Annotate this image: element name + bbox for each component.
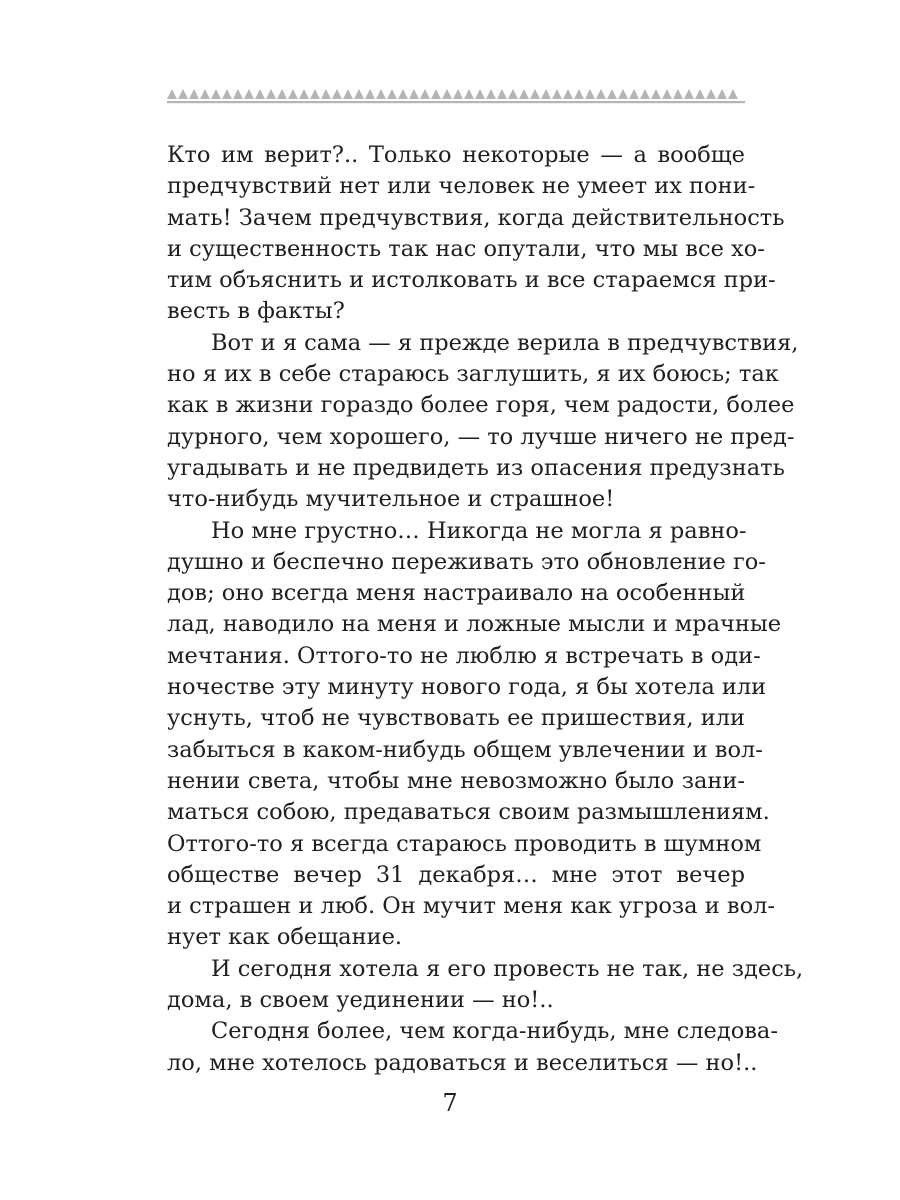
ornament-triangle [673, 89, 683, 99]
ornament-triangle [717, 89, 727, 99]
text-line: мечтания. Оттого-то не люблю я встречать в оди- [167, 642, 761, 669]
ornament-triangle [387, 89, 397, 99]
ornament-triangle [651, 89, 661, 99]
ornament-triangle [728, 89, 738, 99]
ornament-triangle [211, 89, 221, 99]
text-line: лад, наводило на меня и ложные мысли и мрачные [167, 611, 782, 638]
ornament-triangle [574, 89, 584, 99]
ornament-triangle [343, 89, 353, 99]
text-line: обществе вечер 31 декабря… мне этот вечер [167, 861, 745, 888]
ornament-triangle [486, 89, 496, 99]
text-line: Но мне грустно… Никогда не могла я равно- [211, 517, 747, 544]
ornament-triangle [530, 89, 540, 99]
ornament-triangle [475, 89, 485, 99]
text-block [167, 140, 804, 1079]
text-line: дома, в своем уединении — но!.. [167, 987, 554, 1014]
text-line: нует как обещание. [167, 924, 403, 951]
ornament-triangle [662, 89, 672, 99]
text-line: Вот и я сама — я прежде верила в предчувствия, [211, 329, 799, 356]
text-line: ло, мне хотелось радоваться и веселиться — но!.. [167, 1049, 758, 1076]
ornament-triangle [684, 89, 694, 99]
text-line: уснуть, чтоб не чувствовать ее пришествия, или [167, 705, 745, 732]
ornament-triangle [552, 89, 562, 99]
text-line: угадывать и не предвидеть из опасения предузнать [167, 454, 785, 481]
ornament-triangle [442, 89, 452, 99]
ornament-triangle [365, 89, 375, 99]
header-rule [167, 101, 745, 103]
text-line: предчувствий нет или человек не умеет их пони- [167, 173, 756, 200]
text-line: И сегодня хотела я его провесть не так, не здесь, [211, 955, 804, 982]
text-line: но я их в себе стараюсь заглушить, я их боюсь; так [167, 361, 779, 388]
triangle-border-icon [167, 89, 738, 99]
text-line: и существенность так нас опутали, что мы все хо- [167, 235, 765, 262]
ornament-triangle [398, 89, 408, 99]
ornament-triangle [288, 89, 298, 99]
ornament-triangle [420, 89, 430, 99]
text-line: тим объяснить и истолковать и все стараемся при- [167, 267, 776, 294]
ornament-triangle [640, 89, 650, 99]
ornament-triangle [266, 89, 276, 99]
ornament-triangle [310, 89, 320, 99]
ornament-triangle [453, 89, 463, 99]
text-line: весть в факты? [167, 298, 345, 325]
text-line: и страшен и люб. Он мучит меня как угроза и вол- [167, 893, 776, 920]
ornament-triangle [706, 89, 716, 99]
ornament-triangle [431, 89, 441, 99]
ornament-triangle [585, 89, 595, 99]
text-line: нении света, чтобы мне невозможно было зани- [167, 767, 745, 794]
ornament-triangle [255, 89, 265, 99]
text-line: забыться в каком-нибудь общем увлечении и вол- [167, 736, 763, 763]
text-line: дов; оно всегда меня настраивало на особенный [167, 580, 746, 607]
text-line: маться собою, предаваться своим размышлениям. [167, 799, 770, 826]
text-line: что-нибудь мучительное и страшное! [167, 486, 615, 513]
ornament-triangle [189, 89, 199, 99]
ornament-triangle [519, 89, 529, 99]
ornament-triangle [244, 89, 254, 99]
ornament-triangle [596, 89, 606, 99]
ornament-triangle [695, 89, 705, 99]
text-line: дурного, чем хорошего, — то лучше ничего не пред- [167, 423, 795, 450]
ornament-triangle [167, 89, 177, 99]
text-line: душно и беспечно переживать это обновление го- [167, 548, 766, 575]
ornament-triangle [277, 89, 287, 99]
ornament-triangle [178, 89, 188, 99]
ornament-triangle [607, 89, 617, 99]
ornament-triangle [563, 89, 573, 99]
ornament-triangle [299, 89, 309, 99]
ornament-triangle [541, 89, 551, 99]
text-line: Сегодня более, чем когда-нибудь, мне следова- [211, 1018, 778, 1045]
ornament-triangle [618, 89, 628, 99]
text-line: как в жизни гораздо более горя, чем радости, более [167, 392, 795, 419]
page-number: 7 [442, 1089, 458, 1117]
ornament-triangle [354, 89, 364, 99]
text-line: Кто им верит?.. Только некоторые — а вообще [167, 142, 745, 168]
ornament-triangle [409, 89, 419, 99]
ornament-triangle [200, 89, 210, 99]
ornament-triangle [222, 89, 232, 99]
header-ornament [167, 84, 745, 108]
ornament-triangle [233, 89, 243, 99]
ornament-triangle [629, 89, 639, 99]
text-line: мать! Зачем предчувствия, когда действительность [167, 204, 785, 231]
text-line: Оттого-то я всегда стараюсь проводить в шумном [167, 830, 762, 857]
ornament-triangle [332, 89, 342, 99]
ornament-triangle [376, 89, 386, 99]
ornament-triangle [508, 89, 518, 99]
ornament-triangle [464, 89, 474, 99]
text-line: ночестве эту минуту нового года, я бы хотела или [167, 674, 767, 701]
ornament-triangle [497, 89, 507, 99]
ornament-triangle [321, 89, 331, 99]
